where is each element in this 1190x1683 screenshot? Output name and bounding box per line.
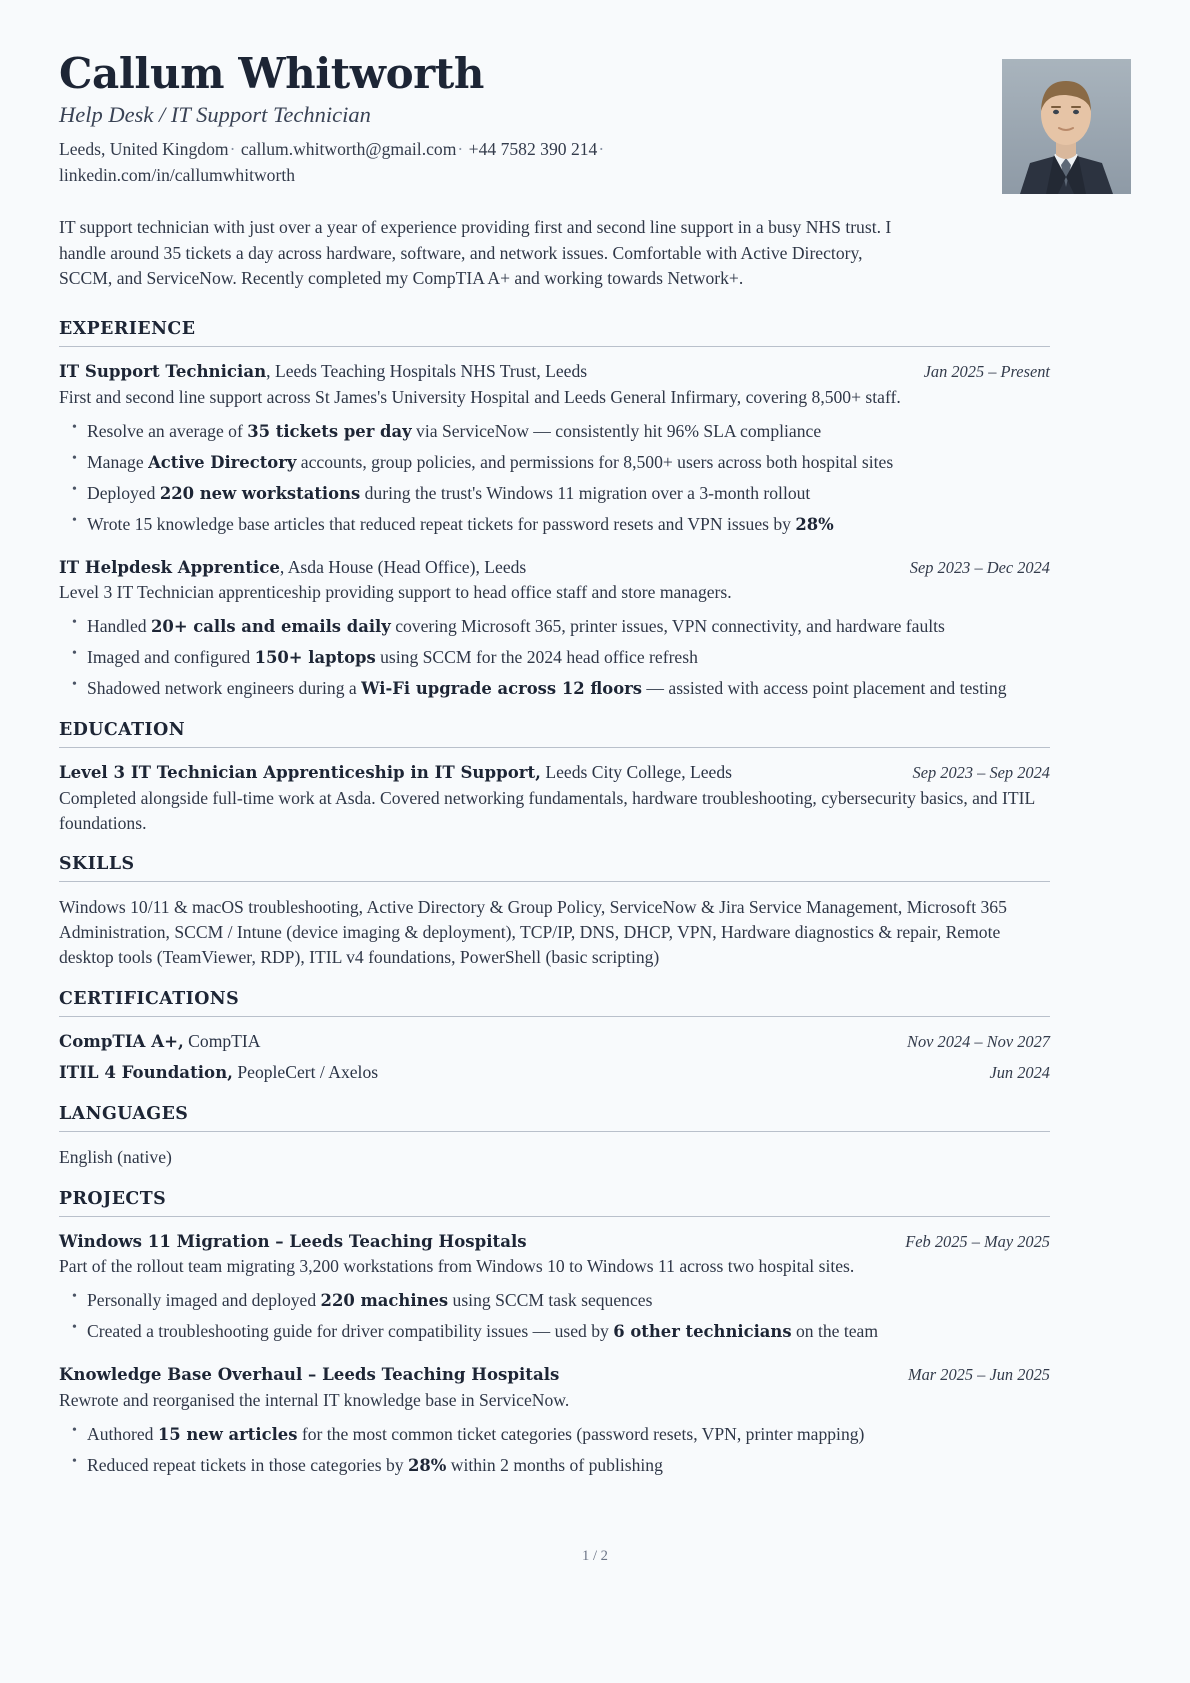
bullet-post: within 2 months of publishing (446, 1454, 663, 1475)
entry-company: , Leeds Teaching Hospitals NHS Trust, Leeds (266, 361, 588, 382)
entry-header (59, 1030, 1050, 1054)
list-item (59, 1288, 1050, 1313)
page-title: Callum Whitworth (59, 49, 485, 98)
entry-title (59, 1230, 889, 1254)
resume-content (59, 49, 1050, 1478)
skills-text: Windows 10/11 & macOS troubleshooting, Active Directory & Group Policy, ServiceNow & Jira Service Management, Microsoft 365 Administration, SCCM / Intune (device imaging & deployment), TCP/IP, DNS, DHCP, VPN, Hardware diagnostics & repair, Remote desktop tools (TeamViewer, RDP), ITIL v4 foundations, PowerShell (basic scripting) (59, 897, 1007, 968)
bullet-post: — assisted with access point placement and testing (642, 678, 1007, 699)
entry-institution: Leeds City College, Leeds (540, 762, 733, 782)
bullet-pre: Created a troubleshooting guide for driver compatibility issues — used by (87, 1321, 614, 1342)
experience-entry (59, 360, 1050, 536)
entry-bullet-list (59, 614, 1050, 701)
entry-header (59, 360, 1050, 384)
contact-separator: · (598, 138, 605, 159)
entry-title (59, 761, 897, 785)
section-divider (59, 1216, 1050, 1217)
certification-name: CompTIA A+, (59, 1031, 184, 1052)
entry-date: Feb 2025 – May 2025 (905, 1231, 1050, 1251)
list-item (59, 645, 1050, 670)
section-languages (59, 1104, 1050, 1170)
entry-company: , Asda House (Head Office), Leeds (279, 556, 527, 577)
bullet-highlight: 220 new workstations (159, 483, 361, 503)
contact-phone[interactable]: +44 7582 390 214 (468, 138, 598, 159)
section-title-experience: EXPERIENCE (59, 319, 196, 340)
section-skills (59, 854, 1050, 970)
project-name: Knowledge Base Overhaul – Leeds Teaching Hospitals (59, 1364, 560, 1385)
summary-text: IT support technician with just over a year of experience providing first and second line support in a busy NHS trust. I handle around 35 tickets a day across hardware, software, and network issues. Comfortable with Active Directory, SCCM, and ServiceNow. Recently completed my CompTIA A+ and working towards Network+. (59, 217, 892, 289)
entry-role: IT Helpdesk Apprentice (59, 556, 280, 577)
contact-line (59, 136, 659, 189)
entry-title (59, 1030, 891, 1054)
entry-date: Mar 2025 – Jun 2025 (907, 1365, 1050, 1385)
list-item (59, 1422, 1050, 1447)
bullet-post: on the team (791, 1321, 879, 1342)
bullet-post: accounts, group policies, and permissions for 8,500+ users across both hospital sites (296, 451, 894, 472)
entry-date: Nov 2024 – Nov 2027 (907, 1032, 1050, 1052)
section-divider (59, 346, 1050, 347)
bullet-highlight: Wi-Fi upgrade across 12 floors (361, 679, 643, 699)
certification-issuer: CompTIA (183, 1031, 261, 1052)
list-item (59, 419, 1050, 444)
bullet-pre: Manage (87, 451, 149, 472)
entry-date: Jan 2025 – Present (923, 362, 1050, 382)
entry-title (59, 556, 894, 580)
project-name: Windows 11 Migration – Leeds Teaching Hospitals (59, 1230, 527, 1251)
entry-header (59, 1363, 1050, 1387)
bullet-pre: Imaged and configured (87, 647, 255, 668)
bullet-highlight: 220 machines (320, 1291, 449, 1311)
entry-description: Completed alongside full-time work at Asda. Covered networking fundamentals, hardware troubleshooting, cybersecurity basics, and ITIL foundations. (59, 787, 1035, 833)
list-item (59, 512, 1050, 537)
entry-degree: Level 3 IT Technician Apprenticeship in IT Support, (59, 762, 541, 782)
section-title-education: EDUCATION (59, 720, 186, 740)
section-education (59, 720, 1050, 835)
project-entry (59, 1230, 1050, 1344)
entry-description: Rewrote and reorganised the internal IT knowledge base in ServiceNow. (59, 1389, 570, 1410)
bullet-highlight: 15 new articles (157, 1424, 298, 1444)
resume-header (59, 49, 1050, 189)
list-item (59, 1319, 1050, 1344)
section-experience (59, 319, 1050, 701)
list-item (59, 481, 1050, 506)
entry-description: Level 3 IT Technician apprenticeship providing support to head office staff and store managers. (59, 582, 732, 603)
entry-header (59, 1061, 1050, 1085)
bullet-post: for the most common ticket categories (password resets, VPN, printer mapping) (297, 1423, 865, 1444)
experience-entry (59, 556, 1050, 701)
bullet-post: via ServiceNow — consistently hit 96% SLA compliance (411, 420, 822, 441)
list-item (59, 1453, 1050, 1478)
contact-email[interactable]: callum.whitworth@gmail.com (240, 138, 457, 159)
entry-bullet-list (59, 1288, 1050, 1344)
entry-title (59, 1363, 892, 1387)
section-divider (59, 747, 1050, 748)
bullet-highlight: 6 other technicians (613, 1322, 792, 1342)
section-title-skills: SKILLS (59, 854, 135, 875)
section-divider (59, 1016, 1050, 1017)
certification-issuer: PeopleCert / Axelos (232, 1062, 379, 1082)
contact-separator: · (229, 138, 236, 159)
page-number: 1 / 2 (582, 1548, 608, 1564)
certification-entry (59, 1061, 1050, 1085)
bullet-highlight: 28% (795, 514, 834, 534)
section-certifications (59, 989, 1050, 1085)
entry-bullet-list (59, 419, 1050, 537)
bullet-pre: Reduced repeat tickets in those categories by (87, 1454, 408, 1475)
section-divider (59, 1131, 1050, 1132)
entry-header (59, 761, 1050, 785)
list-item (59, 676, 1050, 701)
language-item: English (native) (59, 1146, 172, 1167)
bullet-post: using SCCM for the 2024 head office refresh (375, 647, 698, 668)
entry-header (59, 556, 1050, 580)
certification-entry (59, 1030, 1050, 1054)
profile-photo-icon (1002, 59, 1131, 194)
contact-location: Leeds, United Kingdom (59, 138, 229, 159)
bullet-post: during the trust's Windows 11 migration over a 3-month rollout (360, 482, 811, 503)
bullet-post: covering Microsoft 365, printer issues, VPN connectivity, and hardware faults (390, 616, 945, 637)
list-item (59, 450, 1050, 475)
bullet-highlight: 20+ calls and emails daily (151, 617, 391, 637)
entry-date: Sep 2023 – Sep 2024 (912, 763, 1050, 782)
bullet-highlight: 35 tickets per day (247, 421, 412, 441)
section-title-projects: PROJECTS (59, 1188, 167, 1209)
bullet-pre: Authored (87, 1423, 158, 1444)
certification-name: ITIL 4 Foundation, (59, 1062, 233, 1082)
section-divider (59, 881, 1050, 882)
entry-description: First and second line support across St James's University Hospital and Leeds General Infirmary, covering 8,500+ staff. (59, 387, 901, 408)
bullet-highlight: 28% (407, 1455, 447, 1475)
project-entry (59, 1363, 1050, 1477)
entry-title (59, 1061, 973, 1085)
bullet-pre: Handled (87, 616, 152, 637)
bullet-pre: Resolve an average of (87, 420, 248, 441)
bullet-highlight: Active Directory (148, 452, 297, 472)
section-title-languages: LANGUAGES (59, 1103, 189, 1124)
list-item (59, 614, 1050, 639)
section-title-certifications: CERTIFICATIONS (59, 989, 240, 1010)
bullet-post: using SCCM task sequences (448, 1290, 653, 1311)
entry-date: Sep 2023 – Dec 2024 (909, 557, 1050, 577)
bullet-highlight: 150+ laptops (254, 648, 376, 668)
job-headline: Help Desk / IT Support Technician (59, 101, 371, 127)
contact-separator: · (457, 138, 464, 159)
bullet-pre: Deployed (87, 482, 160, 503)
entry-header (59, 1230, 1050, 1254)
bullet-pre: Personally imaged and deployed (87, 1290, 321, 1311)
entry-title (59, 360, 908, 384)
contact-linkedin[interactable]: linkedin.com/in/callumwhitworth (59, 165, 296, 186)
entry-description: Part of the rollout team migrating 3,200 workstations from Windows 10 to Windows 11 across two hospital sites. (59, 1256, 855, 1277)
avatar (1002, 59, 1131, 194)
entry-bullet-list (59, 1422, 1050, 1478)
section-projects (59, 1189, 1050, 1478)
entry-date: Jun 2024 (989, 1063, 1050, 1082)
bullet-pre: Wrote 15 knowledge base articles that reduced repeat tickets for password resets and VPN issues by (87, 513, 796, 534)
entry-role: IT Support Technician (59, 361, 267, 382)
bullet-pre: Shadowed network engineers during a (87, 678, 362, 699)
education-entry (59, 761, 1050, 835)
